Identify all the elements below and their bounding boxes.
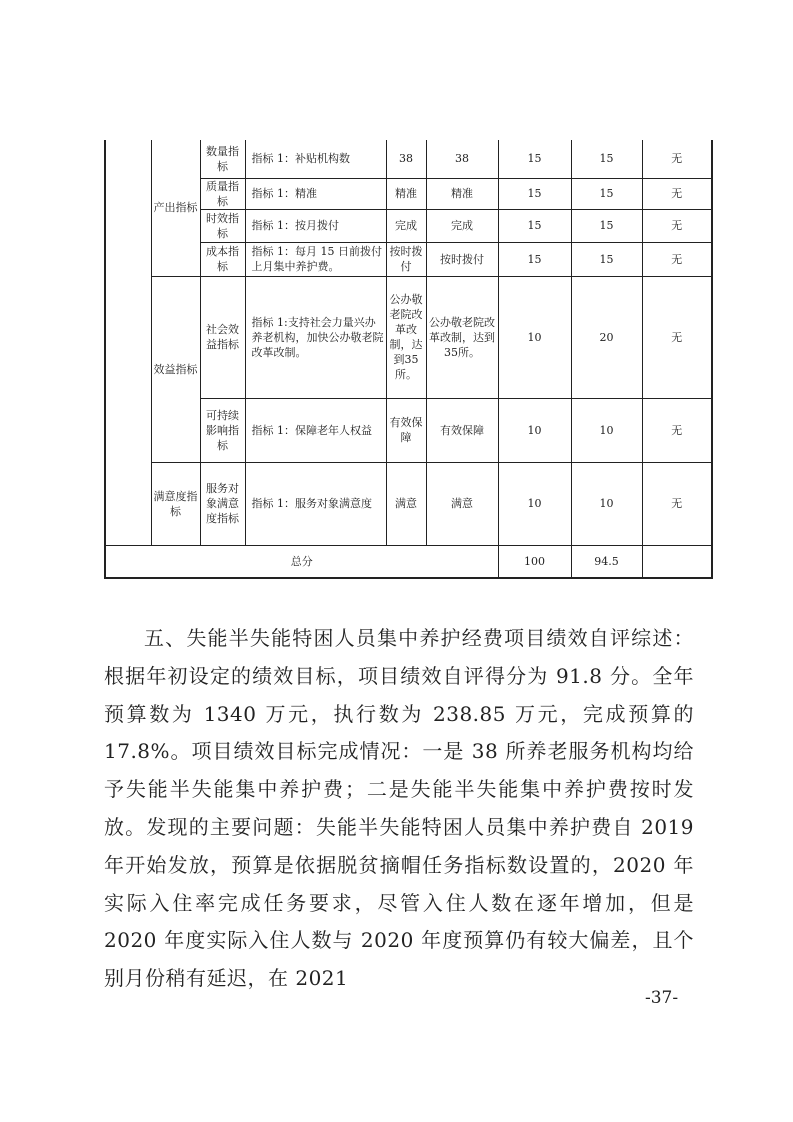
summary-text: 五、失能半失能特困人员集中养护经费项目绩效自评综述：根据年初设定的绩效目标，项目绩效自评得分为 91.8 分。全年预算数为 1340 万元，执行数为 238.85 万元，完成预算的 17.8%。项目绩效目标完成情况：一是 38 所养老服务机构均给予失能半失能集中养护费；二是失能半失能集中养护费按时发放。发现的主要问题：失能半失能特困人员集中养护费自 2019 年开始发放，预算是依据脱贫摘帽任务指标数设置的，2020 年实际入住率完成任务要求，尽管入住人数在逐年增加，但是 2020 年度实际入住人数与 2020 年度预算仍有较大偏差，且个别月份稍有延迟，在 2021 [104,626,694,991]
score-cell: 10 [571,462,642,545]
note-cell: 无 [642,178,712,209]
table-row [105,276,712,398]
target-cell: 完成 [386,209,426,242]
target-cell: 按时拨付 [386,242,426,276]
category-cell: 满意度指标 [151,462,200,545]
weight-cell: 15 [498,178,571,209]
subcategory-cell: 可持续影响指标 [200,398,245,462]
subcategory-cell: 时效指标 [200,209,245,242]
total-weight: 100 [498,545,571,578]
note-cell: 无 [642,462,712,545]
score-cell: 15 [571,140,642,178]
note-cell: 无 [642,209,712,242]
target-cell: 有效保障 [386,398,426,462]
score-cell: 15 [571,242,642,276]
weight-cell: 10 [498,276,571,398]
score-cell: 15 [571,209,642,242]
table-row [105,140,712,178]
total-note [642,545,712,578]
note-cell: 无 [642,242,712,276]
weight-cell: 10 [498,462,571,545]
actual-cell: 有效保障 [426,398,498,462]
actual-cell: 满意 [426,462,498,545]
indicator-cell: 指标 1：服务对象满意度 [245,462,386,545]
target-cell: 公办敬老院改革改制，达到35所。 [386,276,426,398]
subcategory-cell: 数量指标 [200,140,245,178]
target-cell: 满意 [386,462,426,545]
actual-cell: 精准 [426,178,498,209]
note-cell: 无 [642,398,712,462]
category-cell: 产出指标 [151,140,200,276]
actual-cell: 完成 [426,209,498,242]
indicator-cell: 指标 1:支持社会力量兴办养老机构，加快公办敬老院改革改制。 [245,276,386,398]
subcategory-cell: 服务对象满意度指标 [200,462,245,545]
score-cell: 10 [571,398,642,462]
actual-cell: 38 [426,140,498,178]
weight-cell: 15 [498,209,571,242]
score-cell: 15 [571,178,642,209]
actual-cell: 公办敬老院改革改制，达到35所。 [426,276,498,398]
weight-cell: 15 [498,242,571,276]
summary-paragraph [104,620,694,998]
weight-cell: 15 [498,140,571,178]
indicator-cell: 指标 1：精准 [245,178,386,209]
total-score: 94.5 [571,545,642,578]
page-number: -37- [645,988,679,1008]
subcategory-cell: 成本指标 [200,242,245,276]
total-label: 总分 [105,545,498,578]
weight-cell: 10 [498,398,571,462]
blank-cell [105,140,151,545]
performance-table [104,140,713,579]
indicator-cell: 指标 1：每月 15 日前拨付上月集中养护费。 [245,242,386,276]
subcategory-cell: 质量指标 [200,178,245,209]
indicator-cell: 指标 1：补贴机构数 [245,140,386,178]
target-cell: 精准 [386,178,426,209]
actual-cell: 按时拨付 [426,242,498,276]
category-cell: 效益指标 [151,276,200,462]
subcategory-cell: 社会效益指标 [200,276,245,398]
total-row [105,545,712,578]
table-row [105,462,712,545]
indicator-cell: 指标 1：保障老年人权益 [245,398,386,462]
target-cell: 38 [386,140,426,178]
score-cell: 20 [571,276,642,398]
note-cell: 无 [642,140,712,178]
note-cell: 无 [642,276,712,398]
indicator-cell: 指标 1：按月拨付 [245,209,386,242]
